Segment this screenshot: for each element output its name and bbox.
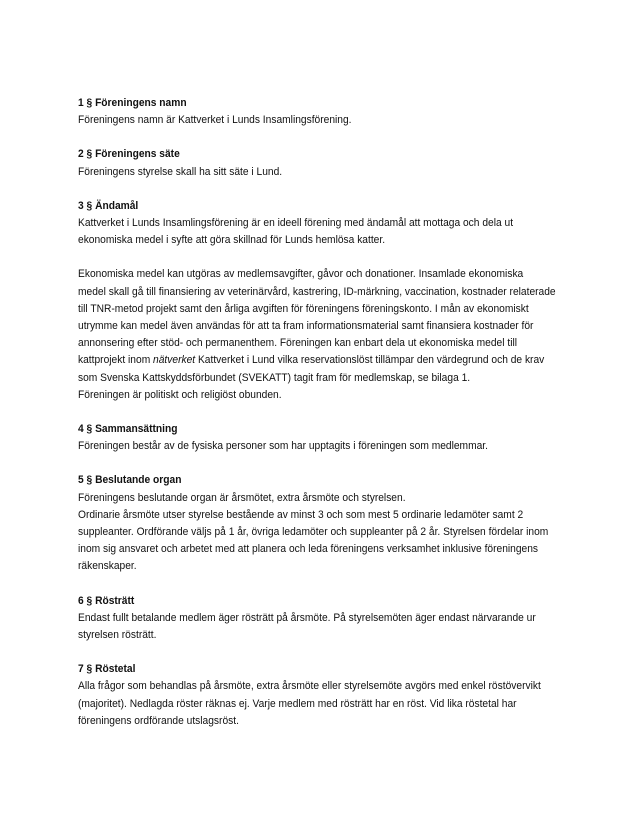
section-text: (majoritet). Nedlagda röster räknas ej. Varje medlem med rösträtt har en röst. Vid lika röstetal har — [78, 697, 517, 710]
section-text: föreningens ordförande utslagsröst. — [78, 714, 239, 727]
section-text: styrelsen rösträtt. — [78, 629, 157, 642]
section-text: ekonomiska medel i syfte att göra skillnad för Lunds hemlösa katter. — [78, 234, 386, 247]
section-text: suppleanter. Ordförande väljs på 1 år, övriga ledamöter och suppleanter på 2 år. Styrelsen fördelar inom — [78, 526, 549, 539]
section-text: räkenskaper. — [78, 560, 137, 573]
section-text: inom sig ansvaret och arbetet med att planera och leda föreningens verksamhet inklusive föreningens — [78, 543, 539, 556]
section-text: Ordinarie årsmöte utser styrelse bestående av minst 3 och som mest 5 ordinarie ledamöter samt 2 — [78, 508, 524, 521]
section-text: Föreningen består av de fysiska personer som har upptagits i föreningen som medlemmar. — [78, 440, 488, 453]
section-text: medel skall gå till finansiering av veterinärvård, kastrering, ID-märkning, vaccination, kostnader relaterade — [78, 285, 556, 298]
section-4 — [78, 421, 599, 455]
section-2 — [78, 146, 599, 180]
section-1 — [78, 95, 599, 129]
section-text: Endast fullt betalande medlem äger rösträtt på årsmöte. På styrelsemöten äger endast närvarande ur — [78, 611, 536, 624]
text-run: kattprojekt inom — [78, 354, 154, 367]
section-text: Föreningen är politiskt och religiöst obunden. — [78, 388, 282, 401]
section-7 — [78, 661, 599, 730]
section-text: Kattverket i Lunds Insamlingsförening är en ideell förening med ändamål att mottaga och dela ut — [78, 217, 514, 230]
section-text: som Svenska Kattskyddsförbundet (SVEKATT) tagit fram för medlemskap, se bilaga 1. — [78, 371, 471, 384]
section-heading: 7 § Röstetal — [78, 663, 136, 676]
section-text: annonsering efter stöd- och permanenthem. Föreningen kan enbart dela ut ekonomiska medel till — [78, 337, 518, 350]
section-text: Föreningens namn är Kattverket i Lunds Insamlingsförening. — [78, 114, 352, 127]
section-text: Alla frågor som behandlas på årsmöte, extra årsmöte eller styrelsemöte avgörs med enkel röstövervikt — [78, 680, 541, 693]
section-heading: 5 § Beslutande organ — [78, 474, 182, 487]
section-heading: 3 § Ändamål — [78, 199, 139, 212]
section-text: Föreningens styrelse skall ha sitt säte i Lund. — [78, 165, 283, 178]
section-5 — [78, 472, 599, 575]
section-6 — [78, 593, 599, 645]
emphasized-word: nätverket — [153, 354, 196, 367]
section-text: Föreningens beslutande organ är årsmötet, extra årsmöte och styrelsen. — [78, 491, 406, 504]
text-run: Kattverket i Lund vilka reservationslöst tillämpar den värdegrund och de krav — [195, 354, 545, 367]
section-3 — [78, 198, 599, 404]
section-heading: 4 § Sammansättning — [78, 423, 178, 436]
section-text-with-emphasis — [78, 352, 599, 369]
section-text: till TNR-metod projekt samt den årliga avgiften för föreningens föreningskonto. I mån av ekonomiskt — [78, 302, 529, 315]
section-heading: 2 § Föreningens säte — [78, 148, 180, 161]
section-text: Ekonomiska medel kan utgöras av medlemsavgifter, gåvor och donationer. Insamlade ekonomiska — [78, 268, 524, 281]
section-heading: 6 § Rösträtt — [78, 594, 135, 607]
document-page — [78, 95, 599, 747]
section-text: utrymme kan medel även användas för att ta fram informationsmaterial samt finansiera kostnader för — [78, 320, 534, 333]
section-heading: 1 § Föreningens namn — [78, 97, 187, 109]
